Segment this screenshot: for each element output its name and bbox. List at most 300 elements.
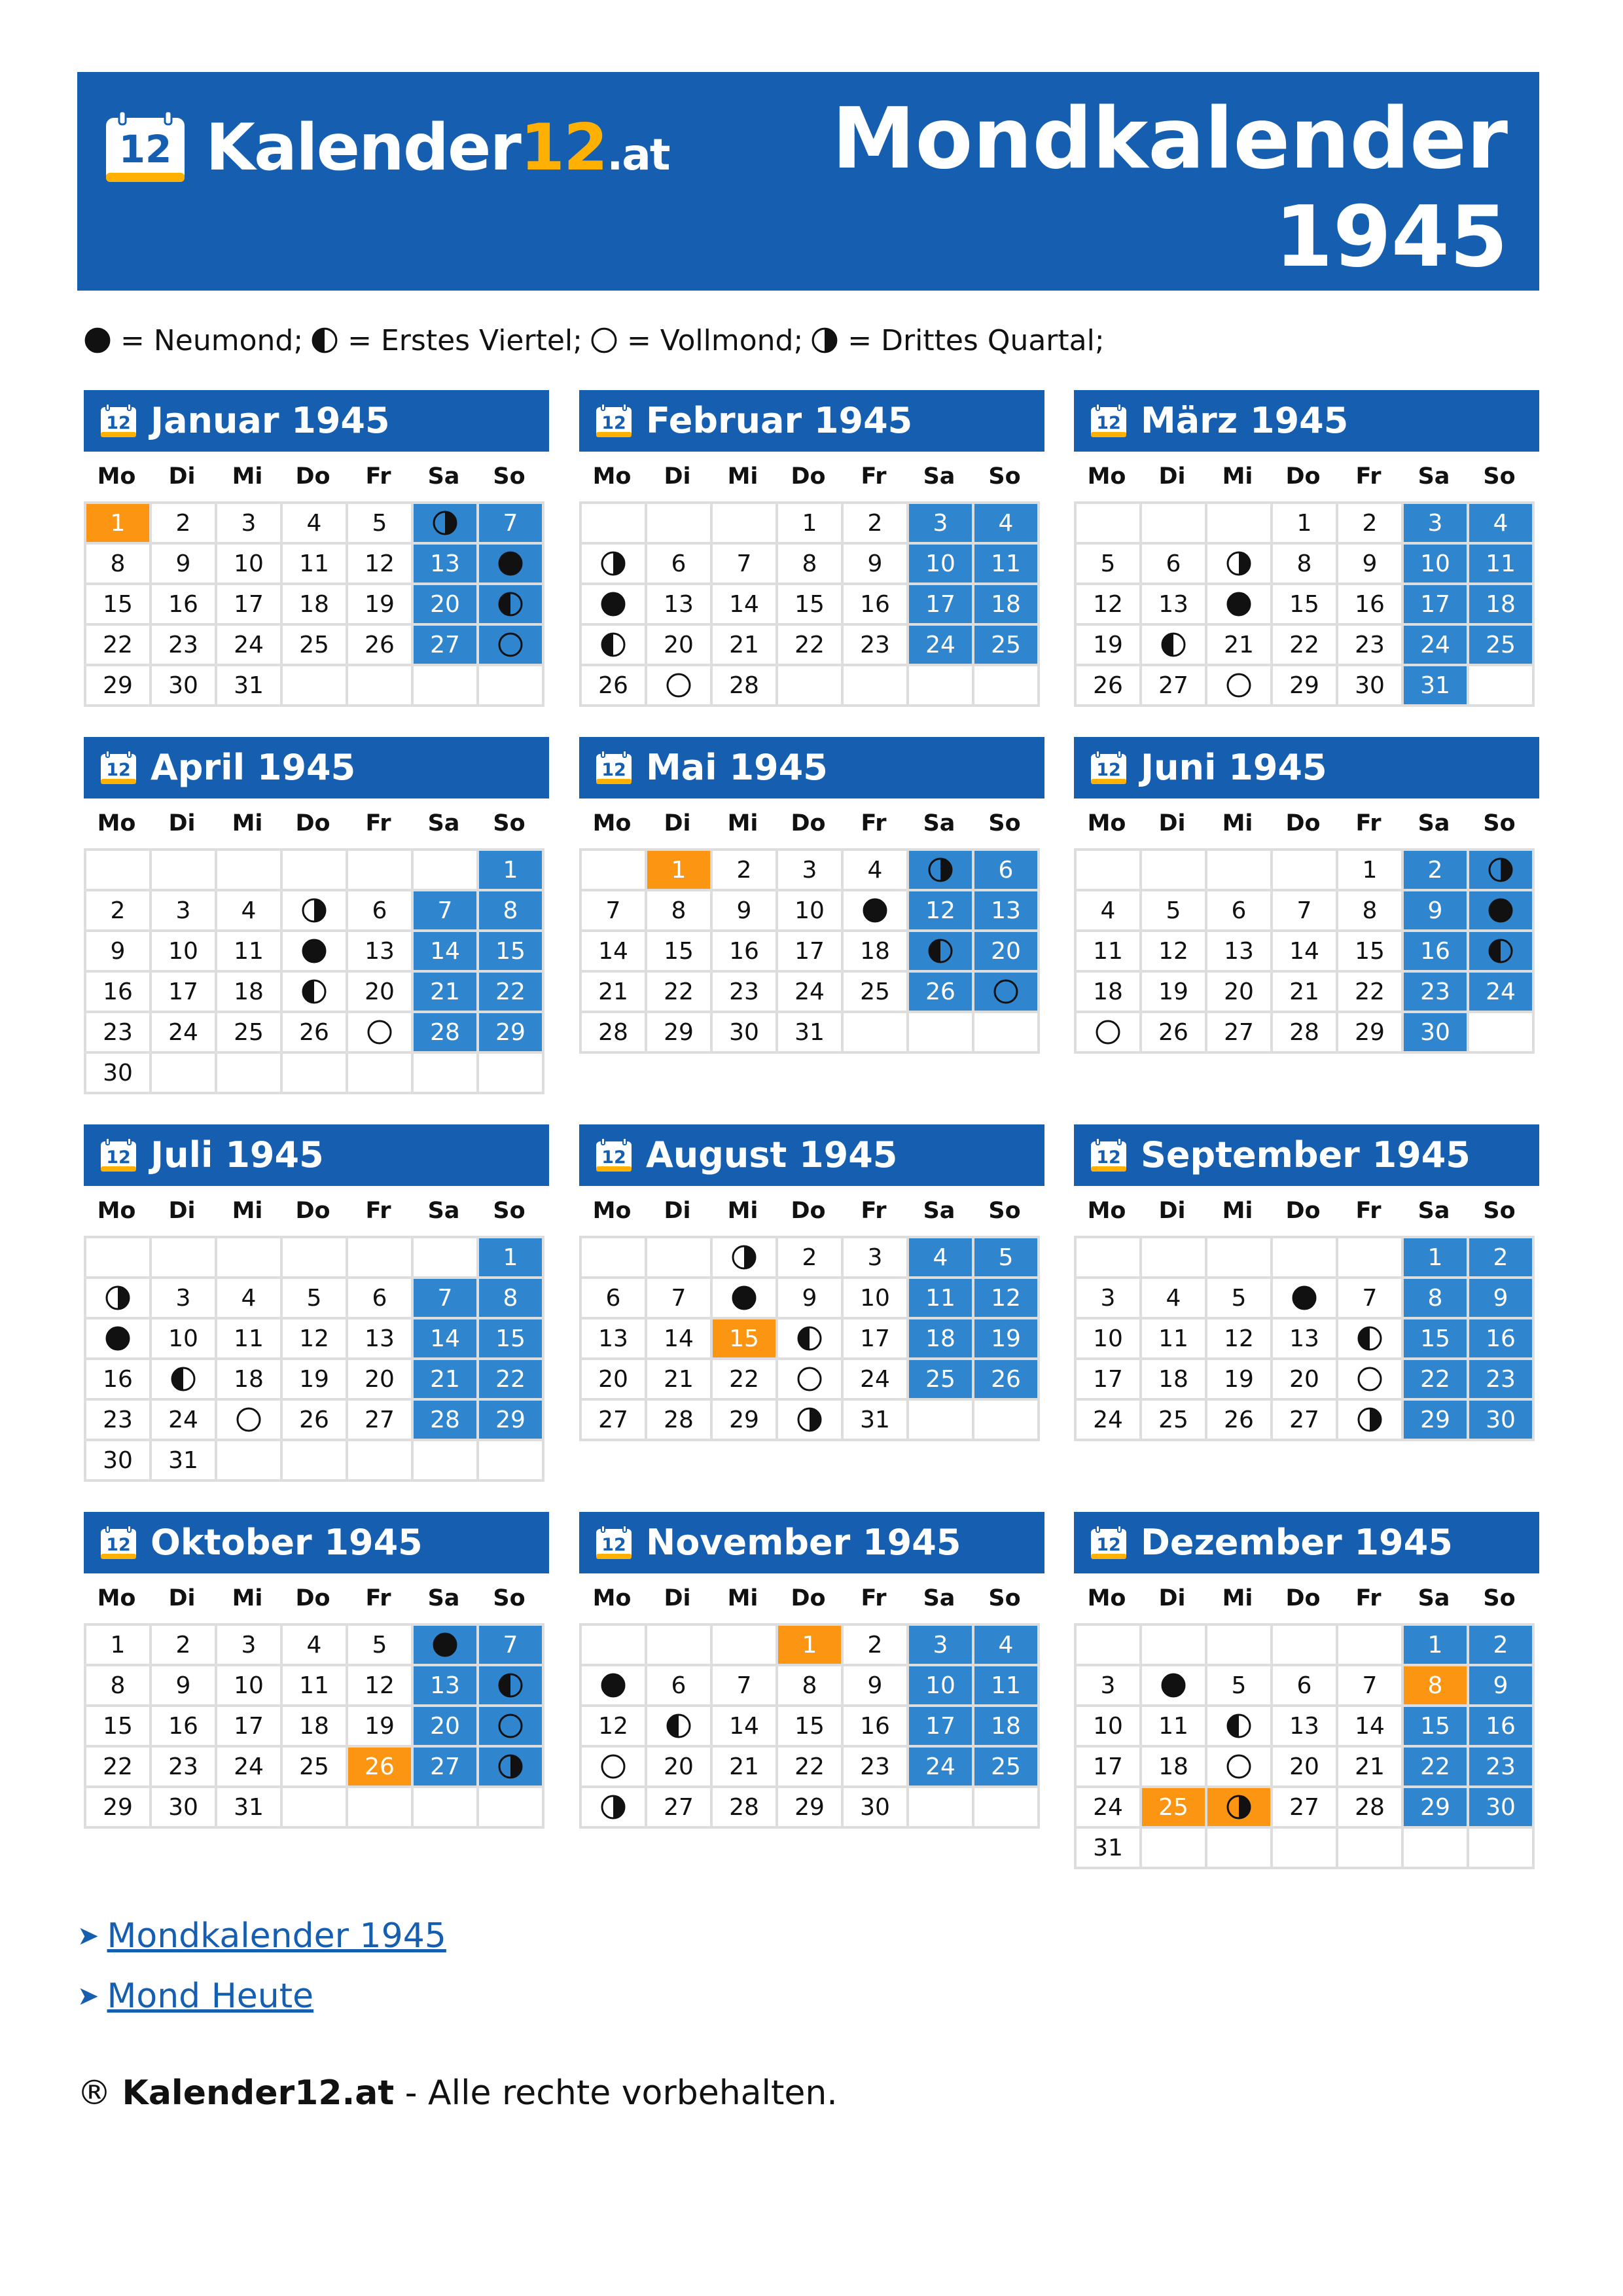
- calendar-icon: [1090, 1525, 1128, 1560]
- weekday-label: Mo: [97, 1198, 136, 1224]
- day-cell: 16: [151, 584, 216, 624]
- day-cell: 26: [281, 1012, 347, 1052]
- day-cell: 19: [1206, 1359, 1272, 1399]
- day-cell: 23: [85, 1399, 151, 1440]
- month-title: Oktober 1945: [151, 1522, 423, 1563]
- day-cell: 8: [1272, 543, 1337, 584]
- first-quarter-icon: [301, 978, 327, 1005]
- empty-cell: [1075, 850, 1141, 890]
- weekday-label: Mi: [727, 810, 758, 836]
- day-cell: 20: [1272, 1746, 1337, 1787]
- day-cell: 6: [1141, 543, 1206, 584]
- week-row: [580, 1278, 1039, 1318]
- day-cell: 4: [973, 1624, 1039, 1665]
- new-moon-icon: [1488, 897, 1514, 924]
- calendar-icon: [595, 750, 633, 785]
- weekday-label: Di: [1158, 1585, 1186, 1611]
- day-cell: 11: [908, 1278, 973, 1318]
- week-row: [1075, 584, 1533, 624]
- day-cell: 14: [1337, 1706, 1402, 1746]
- last-quarter-icon: [432, 510, 458, 536]
- day-cell: 22: [478, 971, 543, 1012]
- month-title: Juni 1945: [1141, 747, 1327, 788]
- calendar-icon-number: 12: [601, 760, 626, 780]
- month-calendar: [579, 737, 1044, 1054]
- day-cell: 6: [347, 1278, 412, 1318]
- day-cell: 6: [646, 1665, 711, 1706]
- day-cell: 6: [973, 850, 1039, 890]
- day-cell: 17: [908, 1706, 973, 1746]
- weekday-label: Di: [168, 1198, 196, 1224]
- day-cell: 1: [1337, 850, 1402, 890]
- day-cell-moon: [478, 1706, 543, 1746]
- moon-phase-legend: [84, 321, 1113, 360]
- day-cell: 23: [842, 624, 908, 665]
- day-cell: 29: [478, 1399, 543, 1440]
- first-quarter-icon: [796, 1325, 823, 1352]
- day-cell: 12: [347, 543, 412, 584]
- day-cell: 15: [478, 931, 543, 971]
- day-cell: 17: [777, 931, 842, 971]
- day-cell: 20: [347, 971, 412, 1012]
- day-cell: 14: [711, 584, 777, 624]
- weekday-label: Sa: [923, 463, 955, 490]
- weekday-header-row: [579, 1573, 1044, 1623]
- empty-cell: [478, 665, 543, 706]
- day-cell: 22: [646, 971, 711, 1012]
- week-row: [85, 1706, 543, 1746]
- empty-cell: [1468, 1827, 1533, 1868]
- day-cell: 15: [85, 1706, 151, 1746]
- week-row: [580, 931, 1039, 971]
- day-cell: 10: [908, 1665, 973, 1706]
- day-cell: 18: [1468, 584, 1533, 624]
- week-row: [1075, 503, 1533, 543]
- day-cell: 17: [216, 584, 281, 624]
- footer-link-mond-heute-label[interactable]: Mond Heute: [107, 1977, 314, 2016]
- day-cell: 1: [777, 1624, 842, 1665]
- week-row: [85, 1746, 543, 1787]
- empty-cell: [646, 1237, 711, 1278]
- day-cell: 17: [1075, 1359, 1141, 1399]
- day-cell: 14: [412, 1318, 478, 1359]
- weekday-label: So: [493, 1198, 526, 1224]
- day-cell: 10: [151, 1318, 216, 1359]
- day-cell-moon: [1141, 1665, 1206, 1706]
- day-cell: 27: [580, 1399, 646, 1440]
- day-cell-moon: [412, 503, 478, 543]
- day-cell: 16: [711, 931, 777, 971]
- week-row: [1075, 543, 1533, 584]
- day-cell: 30: [711, 1012, 777, 1052]
- empty-cell: [646, 1624, 711, 1665]
- last-quarter-icon: [1488, 857, 1514, 883]
- day-cell: 12: [1075, 584, 1141, 624]
- brand-logo[interactable]: [205, 109, 669, 194]
- calendar-icon-number: 12: [601, 1147, 626, 1168]
- empty-cell: [281, 850, 347, 890]
- day-cell: 8: [478, 1278, 543, 1318]
- week-row: [1075, 890, 1533, 931]
- logo-number: 12: [118, 127, 172, 171]
- calendar-logo-icon: [105, 110, 186, 183]
- day-cell: 9: [151, 543, 216, 584]
- week-row: [85, 1012, 543, 1052]
- copyright-brand: Kalender12.at: [122, 2073, 395, 2113]
- day-cell: 15: [1272, 584, 1337, 624]
- week-row: [580, 1359, 1039, 1399]
- week-row: [1075, 1706, 1533, 1746]
- month-title: August 1945: [646, 1134, 898, 1175]
- day-cell: 2: [777, 1237, 842, 1278]
- empty-cell: [216, 1052, 281, 1093]
- calendar-icon: [1090, 1138, 1128, 1173]
- day-cell-moon: [1468, 890, 1533, 931]
- first-quarter-icon: [1488, 938, 1514, 964]
- day-cell: 9: [85, 931, 151, 971]
- last-quarter-icon: [497, 1753, 524, 1780]
- day-cell: 10: [842, 1278, 908, 1318]
- empty-cell: [151, 1237, 216, 1278]
- empty-cell: [1272, 1624, 1337, 1665]
- day-cell: 26: [1075, 665, 1141, 706]
- day-cell: 10: [1402, 543, 1468, 584]
- week-row: [1075, 1012, 1533, 1052]
- weekday-label: Mo: [1087, 810, 1126, 836]
- weekday-label: Do: [791, 463, 826, 490]
- weekday-label: So: [988, 1198, 1021, 1224]
- day-cell: 23: [1337, 624, 1402, 665]
- week-row: [580, 1787, 1039, 1827]
- new-moon-icon: [432, 1632, 458, 1658]
- day-cell: 22: [85, 1746, 151, 1787]
- day-cell: 15: [777, 584, 842, 624]
- week-row: [85, 890, 543, 931]
- copyright-notice: [77, 2073, 838, 2113]
- day-cell: 18: [908, 1318, 973, 1359]
- day-cell: 5: [973, 1237, 1039, 1278]
- week-row: [85, 1624, 543, 1665]
- new-moon-icon: [1160, 1672, 1186, 1698]
- weekday-header-row: [84, 452, 549, 501]
- day-cell: 3: [842, 1237, 908, 1278]
- full-moon-icon: [600, 1753, 626, 1780]
- weekday-label: Sa: [427, 463, 460, 490]
- day-cell: 12: [908, 890, 973, 931]
- weekday-label: Sa: [923, 810, 955, 836]
- weekday-header-row: [1074, 1186, 1539, 1236]
- day-cell: 2: [1337, 503, 1402, 543]
- day-cell: 24: [777, 971, 842, 1012]
- day-cell: 3: [777, 850, 842, 890]
- month-header: [1074, 1512, 1539, 1573]
- month-header: [84, 1512, 549, 1573]
- day-cell: 8: [478, 890, 543, 931]
- day-cell: 3: [216, 1624, 281, 1665]
- calendar-icon-number: 12: [106, 413, 131, 433]
- empty-cell: [1337, 1624, 1402, 1665]
- empty-cell: [216, 850, 281, 890]
- empty-cell: [711, 503, 777, 543]
- empty-cell: [478, 1787, 543, 1827]
- day-cell: 22: [1272, 624, 1337, 665]
- new-moon-icon: [84, 327, 111, 354]
- weekday-label: Sa: [1418, 1585, 1450, 1611]
- day-cell: 25: [281, 1746, 347, 1787]
- day-cell: 18: [281, 584, 347, 624]
- day-cell-moon: [1206, 1787, 1272, 1827]
- legend-label-new-moon: = Neumond;: [120, 323, 304, 357]
- empty-cell: [216, 1237, 281, 1278]
- new-moon-icon: [497, 550, 524, 577]
- day-cell: 12: [1141, 931, 1206, 971]
- weekday-header-row: [1074, 798, 1539, 848]
- last-quarter-icon: [600, 550, 626, 577]
- day-cell: 5: [1206, 1278, 1272, 1318]
- day-cell: 21: [1272, 971, 1337, 1012]
- day-cell: 6: [1272, 1665, 1337, 1706]
- new-moon-icon: [731, 1285, 757, 1311]
- calendar-icon: [595, 1525, 633, 1560]
- day-cell: 27: [1272, 1399, 1337, 1440]
- day-cell-moon: [842, 890, 908, 931]
- weekday-label: Sa: [427, 1198, 460, 1224]
- week-row: [85, 1278, 543, 1318]
- empty-cell: [347, 1237, 412, 1278]
- week-row: [1075, 1318, 1533, 1359]
- weekday-label: Mo: [1087, 1585, 1126, 1611]
- day-cell: 30: [842, 1787, 908, 1827]
- day-cell: 7: [711, 1665, 777, 1706]
- day-cell: 24: [216, 624, 281, 665]
- weekday-label: Mi: [1222, 810, 1253, 836]
- weekday-label: So: [988, 810, 1021, 836]
- first-quarter-icon: [1160, 632, 1186, 658]
- month-title: März 1945: [1141, 400, 1349, 441]
- weekday-label: Fr: [365, 463, 391, 490]
- day-cell: 2: [842, 503, 908, 543]
- calendar-icon: [1090, 750, 1128, 785]
- week-row: [580, 1399, 1039, 1440]
- footer-link-mond-heute[interactable]: [77, 1977, 313, 2016]
- day-cell: 7: [412, 890, 478, 931]
- day-cell: 29: [85, 1787, 151, 1827]
- day-cell: 18: [1075, 971, 1141, 1012]
- arrow-right-icon: ➤: [77, 1921, 99, 1951]
- day-cell: 25: [973, 624, 1039, 665]
- first-quarter-icon: [311, 327, 338, 354]
- day-cell: 24: [151, 1012, 216, 1052]
- day-cell: 29: [1402, 1399, 1468, 1440]
- calendar-icon: [99, 750, 137, 785]
- week-row: [1075, 1746, 1533, 1787]
- day-cell: 7: [1337, 1665, 1402, 1706]
- weekday-label: So: [988, 463, 1021, 490]
- day-cell: 19: [1141, 971, 1206, 1012]
- day-cell: 1: [1402, 1624, 1468, 1665]
- day-cell: 13: [412, 1665, 478, 1706]
- empty-cell: [1468, 1012, 1533, 1052]
- day-cell: 27: [1206, 1012, 1272, 1052]
- weekday-label: Di: [664, 463, 691, 490]
- weekday-label: Di: [664, 1585, 691, 1611]
- day-cell: 4: [908, 1237, 973, 1278]
- footer-link-mondkalender[interactable]: [77, 1916, 446, 1956]
- day-cell: 26: [973, 1359, 1039, 1399]
- full-moon-icon: [1357, 1366, 1383, 1392]
- day-cell: 11: [281, 543, 347, 584]
- weekday-label: Sa: [1418, 463, 1450, 490]
- day-cell: 29: [1337, 1012, 1402, 1052]
- new-moon-icon: [301, 938, 327, 964]
- calendar-icon-number: 12: [601, 1535, 626, 1555]
- day-cell: 15: [646, 931, 711, 971]
- last-quarter-icon: [301, 897, 327, 924]
- day-cell: 28: [1272, 1012, 1337, 1052]
- calendar-icon-number: 12: [106, 760, 131, 780]
- day-cell: 27: [412, 1746, 478, 1787]
- day-cell: 2: [711, 850, 777, 890]
- empty-cell: [1206, 503, 1272, 543]
- empty-cell: [580, 1237, 646, 1278]
- week-row: [580, 971, 1039, 1012]
- empty-cell: [1206, 1624, 1272, 1665]
- day-cell: 10: [1075, 1318, 1141, 1359]
- week-row: [85, 624, 543, 665]
- week-row: [1075, 1399, 1533, 1440]
- day-cell: 3: [1075, 1665, 1141, 1706]
- weekday-header-row: [84, 798, 549, 848]
- day-cell-moon: [478, 1665, 543, 1706]
- day-cell: 13: [1272, 1706, 1337, 1746]
- day-cell: 30: [151, 665, 216, 706]
- day-cell-moon: [580, 543, 646, 584]
- day-cell: 20: [646, 624, 711, 665]
- empty-cell: [908, 665, 973, 706]
- day-cell-moon: [580, 1746, 646, 1787]
- day-cell-moon: [1337, 1359, 1402, 1399]
- weekday-label: Do: [791, 1198, 826, 1224]
- week-row: [85, 503, 543, 543]
- week-row: [85, 1440, 543, 1480]
- calendar-icon-number: 12: [106, 1535, 131, 1555]
- day-cell: 11: [216, 931, 281, 971]
- calendar-icon: [99, 403, 137, 439]
- first-quarter-icon: [600, 632, 626, 658]
- day-cell: 13: [1206, 931, 1272, 971]
- day-cell: 22: [1402, 1746, 1468, 1787]
- empty-cell: [1402, 1827, 1468, 1868]
- day-cell: 1: [777, 503, 842, 543]
- calendar-icon-number: 12: [106, 1147, 131, 1168]
- new-moon-icon: [1226, 591, 1252, 617]
- legend-label-full-moon: = Vollmond;: [626, 323, 804, 357]
- day-cell: 9: [777, 1278, 842, 1318]
- day-grid: [579, 501, 1040, 707]
- month-calendar: [1074, 1512, 1539, 1869]
- week-row: [85, 1318, 543, 1359]
- footer-link-mondkalender-label[interactable]: Mondkalender 1945: [107, 1916, 446, 1956]
- weekday-label: Do: [295, 1585, 330, 1611]
- month-header: [84, 1124, 549, 1186]
- weekday-label: Fr: [365, 1198, 391, 1224]
- calendar-icon-number: 12: [601, 413, 626, 433]
- day-cell: 13: [646, 584, 711, 624]
- day-cell-moon: [777, 1399, 842, 1440]
- month-header: [579, 1124, 1044, 1186]
- legend-label-first-quarter: = Erstes Viertel;: [348, 323, 582, 357]
- month-calendar: [579, 390, 1044, 707]
- full-moon-icon: [1226, 1753, 1252, 1780]
- week-row: [85, 1237, 543, 1278]
- day-cell-moon: [646, 1706, 711, 1746]
- day-cell: 12: [281, 1318, 347, 1359]
- week-row: [580, 1706, 1039, 1746]
- weekday-label: Do: [295, 1198, 330, 1224]
- day-cell: 26: [281, 1399, 347, 1440]
- day-cell-moon: [1206, 543, 1272, 584]
- week-row: [1075, 1359, 1533, 1399]
- day-cell: 10: [216, 1665, 281, 1706]
- day-cell: 26: [1141, 1012, 1206, 1052]
- weekday-label: Fr: [1355, 810, 1382, 836]
- empty-cell: [1337, 1827, 1402, 1868]
- full-moon-icon: [497, 1713, 524, 1739]
- day-cell: 22: [1337, 971, 1402, 1012]
- day-cell-moon: [1206, 665, 1272, 706]
- day-cell: 16: [85, 971, 151, 1012]
- last-quarter-icon: [105, 1285, 131, 1311]
- arrow-right-icon: ➤: [77, 1981, 99, 2011]
- day-grid: [1074, 848, 1535, 1054]
- empty-cell: [1272, 1827, 1337, 1868]
- first-quarter-icon: [1357, 1325, 1383, 1352]
- day-cell: 20: [347, 1359, 412, 1399]
- day-cell: 8: [1402, 1278, 1468, 1318]
- weekday-label: Do: [1285, 1198, 1321, 1224]
- weekday-label: Mi: [1222, 1585, 1253, 1611]
- month-title: Juli 1945: [151, 1134, 324, 1175]
- day-cell-moon: [580, 1665, 646, 1706]
- day-cell: 6: [646, 543, 711, 584]
- new-moon-icon: [1291, 1285, 1317, 1311]
- empty-cell: [908, 1012, 973, 1052]
- empty-cell: [151, 850, 216, 890]
- empty-cell: [1272, 850, 1337, 890]
- day-cell: 24: [908, 624, 973, 665]
- empty-cell: [216, 1440, 281, 1480]
- day-cell: 16: [1337, 584, 1402, 624]
- empty-cell: [1141, 1624, 1206, 1665]
- empty-cell: [1206, 850, 1272, 890]
- month-header: [1074, 1124, 1539, 1186]
- day-cell: 18: [1141, 1359, 1206, 1399]
- day-cell: 1: [85, 503, 151, 543]
- weekday-label: Mi: [232, 1585, 263, 1611]
- week-row: [85, 1359, 543, 1399]
- week-row: [580, 1665, 1039, 1706]
- day-cell: 20: [412, 584, 478, 624]
- day-cell-moon: [478, 543, 543, 584]
- weekday-label: Mo: [592, 810, 632, 836]
- weekday-label: Do: [1285, 1585, 1321, 1611]
- day-cell: 31: [216, 665, 281, 706]
- day-cell: 18: [216, 971, 281, 1012]
- day-cell: 16: [85, 1359, 151, 1399]
- month-header: [579, 1512, 1044, 1573]
- day-cell: 20: [1206, 971, 1272, 1012]
- day-cell: 6: [1206, 890, 1272, 931]
